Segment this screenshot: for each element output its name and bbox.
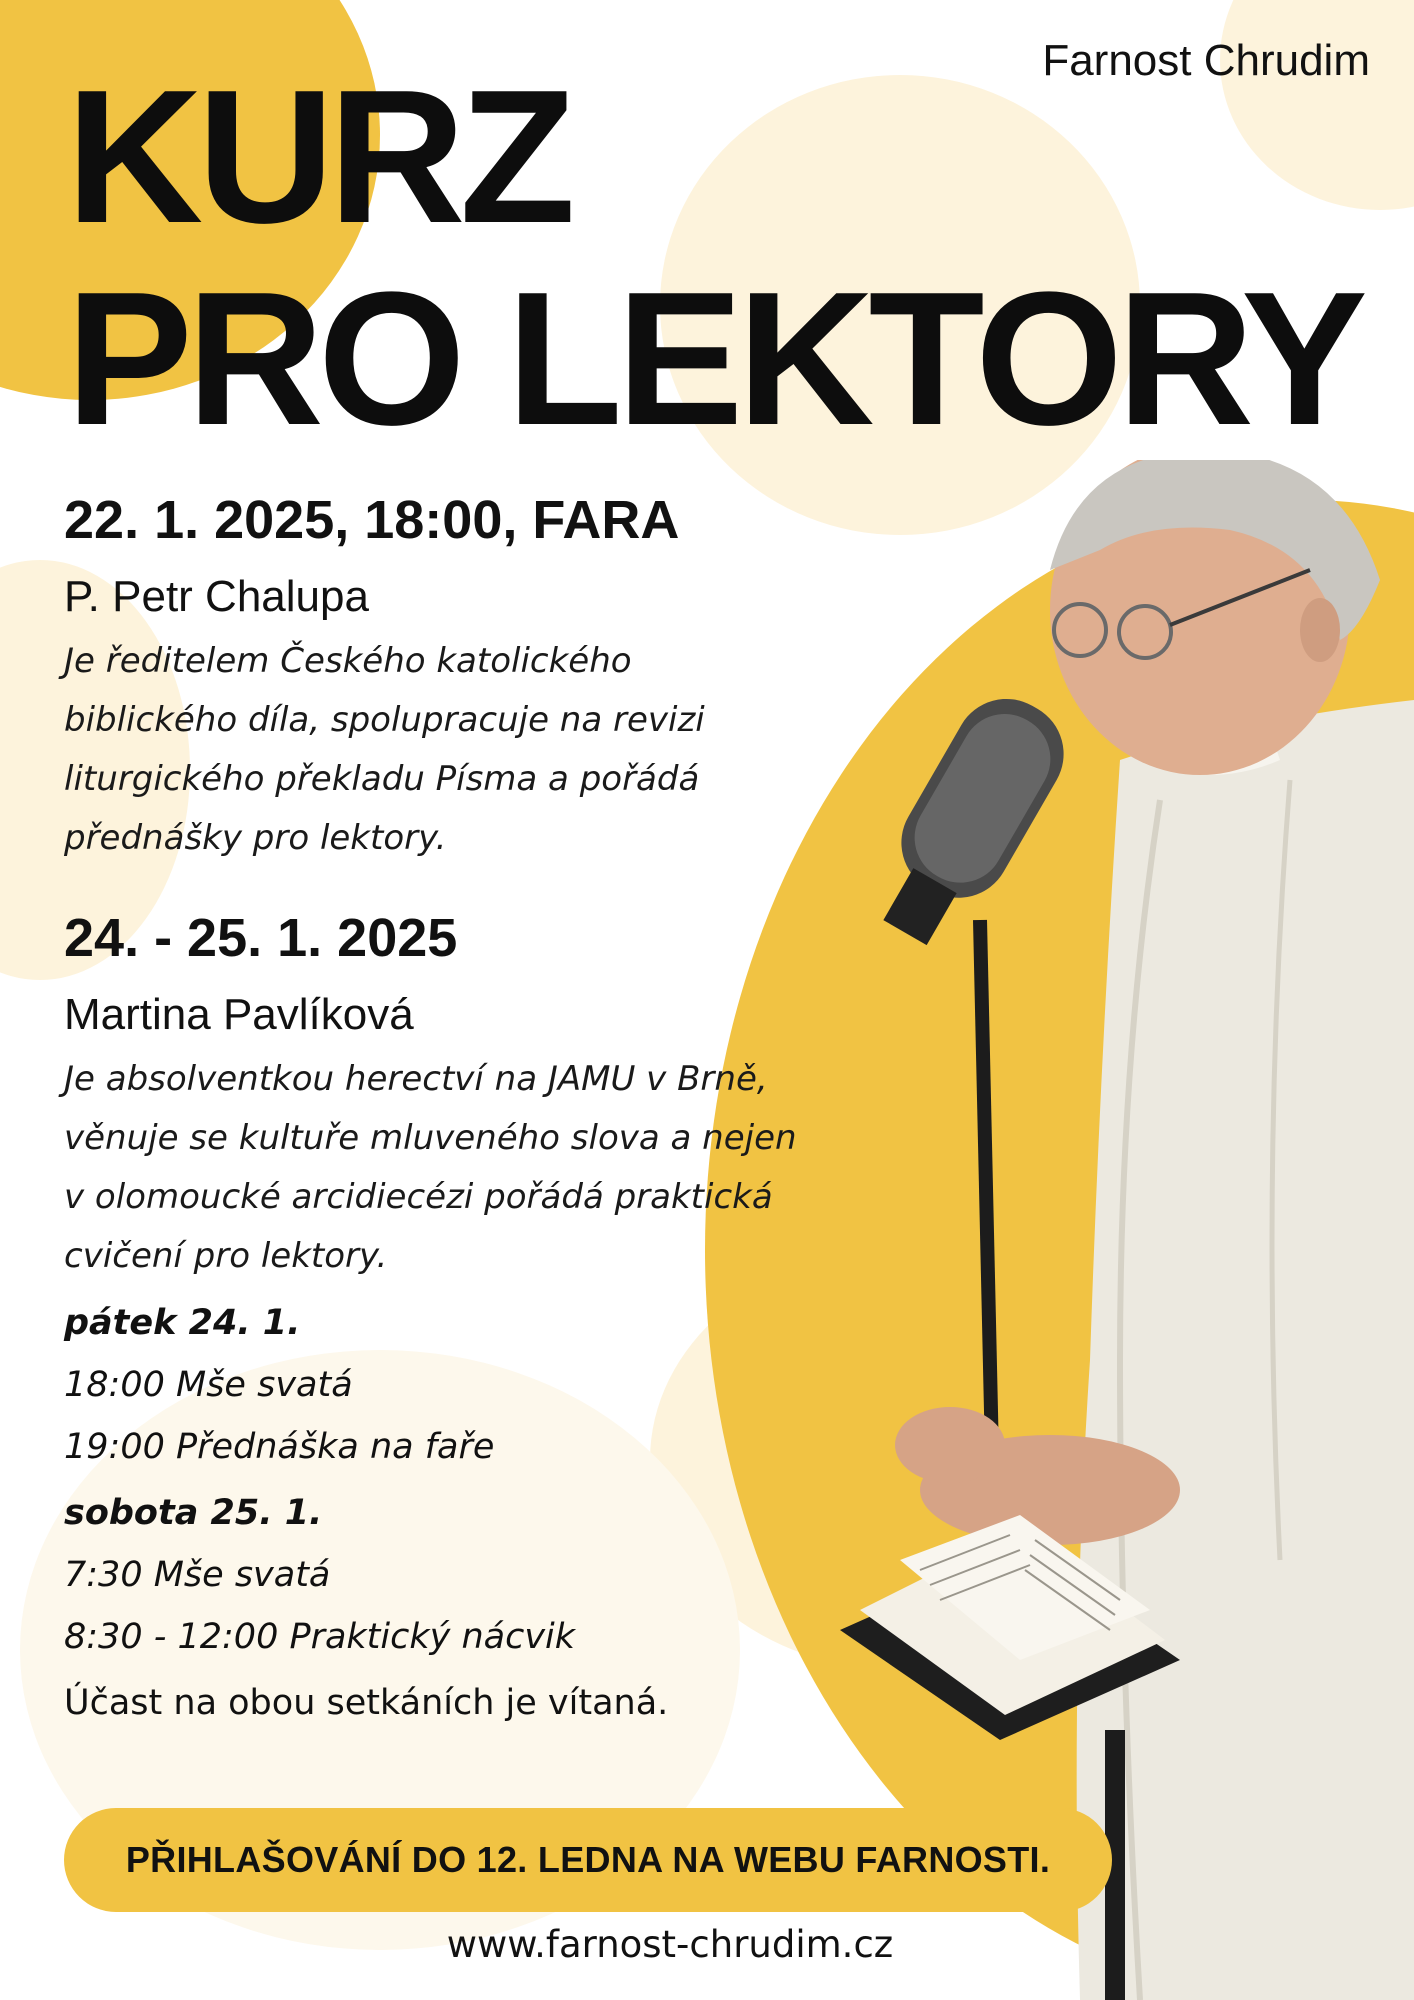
session-2-date: 24. - 25. 1. 2025 bbox=[64, 908, 458, 968]
bio-line: Je absolventkou herectví na JAMU v Brně, bbox=[64, 1059, 768, 1099]
schedule-day-saturday: sobota 25. 1. bbox=[64, 1493, 323, 1533]
page-title bbox=[66, 51, 1362, 465]
schedule-item: 8:30 - 12:00 Praktický nácvik bbox=[64, 1617, 576, 1657]
schedule-item: 19:00 Přednáška na faře bbox=[64, 1427, 495, 1467]
session-2-speaker: Martina Pavlíková bbox=[64, 990, 414, 1039]
bio-line: přednášky pro lektory. bbox=[64, 818, 447, 858]
bio-line: Je ředitelem Českého katolického bbox=[64, 641, 632, 681]
course-details bbox=[64, 478, 924, 1734]
session-2-bio bbox=[64, 1050, 924, 1286]
schedule-item: 18:00 Mše svatá bbox=[64, 1365, 353, 1405]
schedule bbox=[64, 1292, 924, 1668]
bio-line: cvičení pro lektory. bbox=[64, 1236, 388, 1276]
session-1-speaker: P. Petr Chalupa bbox=[64, 572, 369, 621]
schedule-item: 7:30 Mše svatá bbox=[64, 1555, 331, 1595]
website-link[interactable]: www.farnost-chrudim.cz bbox=[446, 1923, 894, 1966]
parish-name: Farnost Chrudim bbox=[1042, 36, 1370, 85]
bio-line: biblického díla, spolupracuje na revizi bbox=[64, 700, 705, 740]
welcome-note: Účast na obou setkáních je vítaná. bbox=[64, 1683, 669, 1723]
session-1-bio bbox=[64, 632, 924, 868]
title-line-1: KURZ bbox=[66, 51, 570, 263]
bio-line: věnuje se kultuře mluveného slova a nejen bbox=[64, 1118, 797, 1158]
registration-banner: PŘIHLAŠOVÁNÍ DO 12. LEDNA NA WEBU FARNOSTI. bbox=[64, 1808, 1112, 1912]
session-1-date: 22. 1. 2025, 18:00, FARA bbox=[64, 490, 680, 550]
bio-line: v olomoucké arcidiecézi pořádá praktická bbox=[64, 1177, 773, 1217]
schedule-day-friday: pátek 24. 1. bbox=[64, 1303, 301, 1343]
title-line-2: PRO LEKTORY bbox=[66, 253, 1362, 465]
bio-line: liturgického překladu Písma a pořádá bbox=[64, 759, 700, 799]
